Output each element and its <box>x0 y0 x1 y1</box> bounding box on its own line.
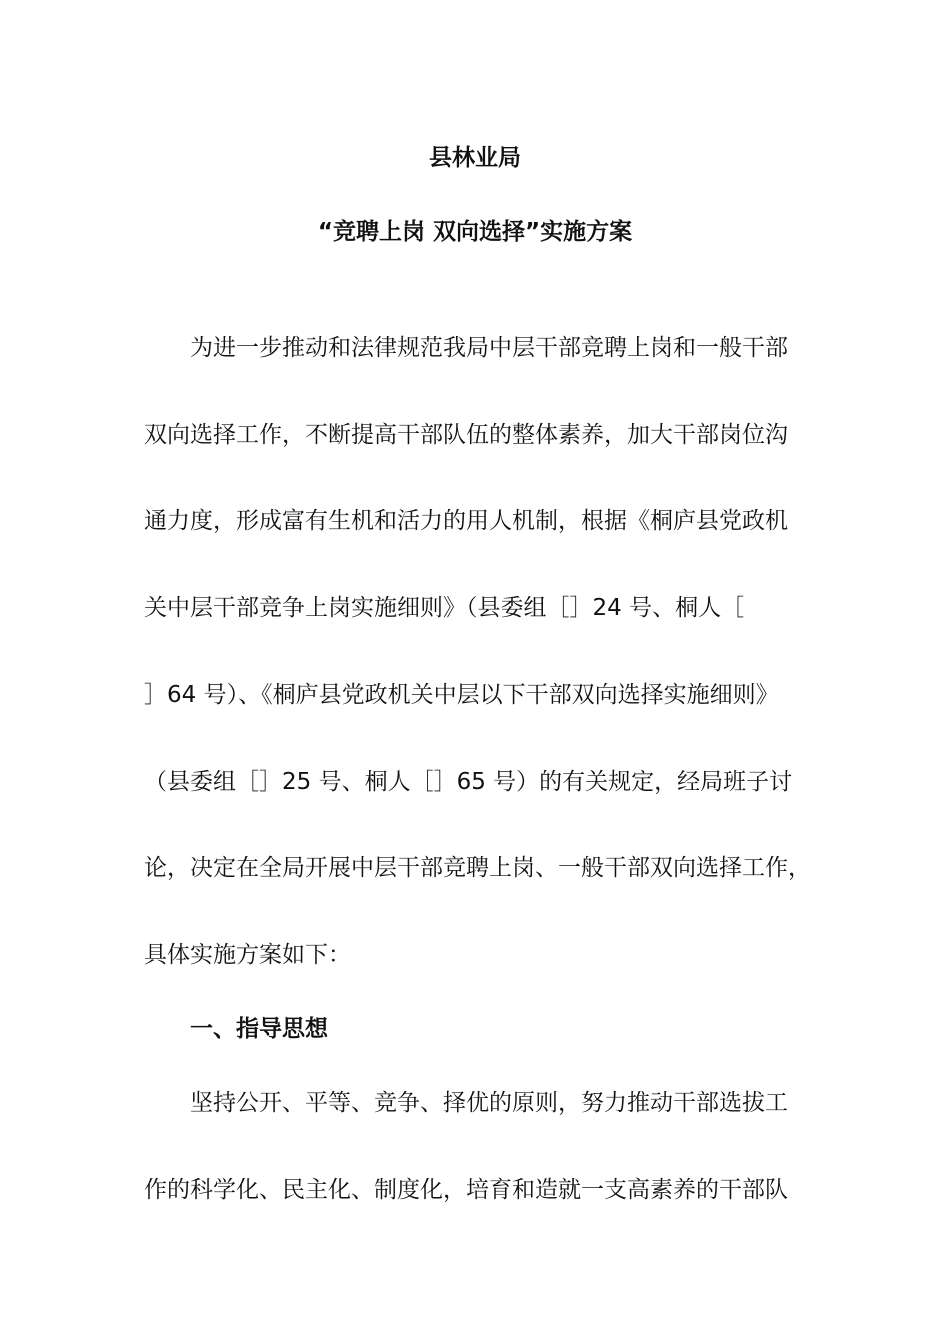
paragraph-line: ］64 号）、《桐庐县党政机关中层以下干部双向选择实施细则》 <box>144 682 779 708</box>
paragraph-line: 作的科学化、民主化、制度化，培育和造就一支高素养的干部队 <box>144 1177 788 1203</box>
paragraph-line: 关中层干部竞争上岗实施细则》（县委组［］24 号、桐人［ <box>144 595 745 621</box>
paragraph-line: 坚持公开、平等、竞争、择优的原则，努力推动干部选拔工 <box>144 1090 788 1116</box>
section-heading: 一、指导思想 <box>144 1016 328 1042</box>
document-title: 县林业局 <box>429 145 521 171</box>
paragraph-line: 为进一步推动和法律规范我局中层干部竞聘上岗和一般干部 <box>144 335 788 361</box>
paragraph-line: 论，决定在全局开展中层干部竞聘上岗、一般干部双向选择工作， <box>144 855 811 881</box>
paragraph-line: （县委组［］25 号、桐人［］65 号）的有关规定，经局班子讨 <box>144 769 793 795</box>
paragraph-line: 通力度，形成富有生机和活力的用人机制，根据《桐庐县党政机 <box>144 508 788 534</box>
paragraph-line: 双向选择工作，不断提高干部队伍的整体素养，加大干部岗位沟 <box>144 422 788 448</box>
document-subtitle: “竞聘上岗 双向选择”实施方案 <box>317 219 633 245</box>
paragraph-line: 具体实施方案如下： <box>144 942 351 968</box>
